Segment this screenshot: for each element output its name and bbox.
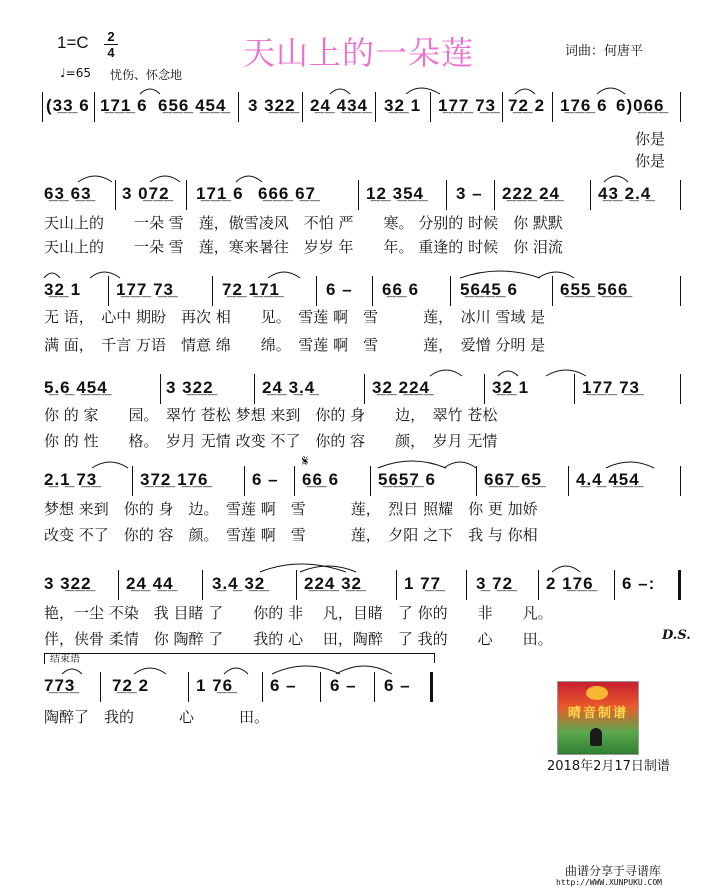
slur-marks	[0, 80, 713, 96]
barline	[476, 466, 477, 496]
measure: 2̲2̲4̲ 3̲2̲	[304, 574, 362, 593]
slur-marks	[0, 264, 713, 280]
lyric-line-2: 改变 不了 你的 容 颜。 雪莲 啊 雪 莲， 夕阳 之下 我 与 你相	[44, 526, 538, 544]
measure: 3 3̲2̲2̲	[44, 574, 92, 593]
repeat-end-barline	[678, 570, 681, 600]
measure: 7̲2̲ 2	[112, 676, 150, 695]
footer-source: 曲谱分享于寻谱库	[565, 864, 662, 878]
time-bottom: 4	[107, 45, 115, 60]
measure: 1̲7̲7̲ 7̲3̲	[582, 378, 640, 397]
tempo-marking: ♩=65	[60, 66, 91, 80]
measure: 7̲2̲ 2	[508, 96, 546, 115]
measure: 7̲2̲ 1̲7̲1̲	[222, 280, 280, 299]
measure: 6 –	[384, 676, 411, 695]
lyric-line-1: 梦想 来到 你的 身 边。 雪莲 啊 雪 莲， 烈日 照耀 你 更 加娇	[44, 500, 538, 518]
time-top: 2	[107, 29, 115, 44]
barline	[375, 92, 376, 122]
measure: 6̲5̲6̲ 4̲5̲4̲	[158, 96, 227, 115]
mood-marking: 忧伤、怀念地	[110, 68, 183, 82]
barline	[188, 672, 189, 702]
barline	[42, 92, 43, 122]
barline	[494, 180, 495, 210]
segno-sign: 𝄋	[302, 452, 309, 470]
barline	[372, 276, 373, 306]
measure: 1̲7̲7̲ 7̲3̲	[438, 96, 496, 115]
measure: (3̲3̲ 6	[46, 96, 90, 115]
barline	[680, 466, 681, 496]
measure: 5̲.6̲ 4̲5̲4̲	[44, 378, 108, 397]
measure: 2̲4̲ 4̲4̲	[126, 574, 174, 593]
lyric-line-2: 伴，侠骨 柔情 你 陶醉 了 我的 心 田，陶醉 了 我的 心 田。	[44, 630, 553, 648]
barline	[466, 570, 467, 600]
barline	[446, 180, 447, 210]
barline	[244, 466, 245, 496]
lyric-line-2: 满 面， 千言 万语 情意 绵 绵。 雪莲 啊 雪 莲， 爱憎 分明 是	[44, 336, 546, 354]
measure: 1 7̲7̲	[404, 574, 442, 593]
lyric-line-2: 你是	[635, 152, 666, 170]
barline	[238, 92, 239, 122]
measure: 6̲6̲6̲ 6̲7̲	[258, 184, 316, 203]
footer-url: http://WWW.XUNPUKU.COM	[556, 878, 662, 887]
measure: 5̲6̲4̲5̲ 6	[460, 280, 518, 299]
measure: 6̲6̲ 6	[302, 470, 340, 489]
barline	[320, 672, 321, 702]
barline	[186, 180, 187, 210]
measure: 6 –	[326, 280, 353, 299]
measure: 1̲7̲7̲ 7̲3̲	[116, 280, 174, 299]
lyric-line-1: 无 语， 心中 期盼 再次 相 见。 雪莲 啊 雪 莲， 冰川 雪域 是	[44, 308, 546, 326]
measure: 6 –	[270, 676, 297, 695]
lyric-line-2: 你 的 性 格。 岁月 无情 改变 不了 你的 容 颜， 岁月 无情	[44, 432, 498, 450]
staff-row	[0, 374, 713, 408]
barline	[118, 570, 119, 600]
barline	[202, 570, 203, 600]
measure: 6 –:	[622, 574, 656, 593]
slur-marks	[0, 660, 713, 676]
barline	[94, 92, 95, 122]
measure: 4̲3̲ 2̲.4̲	[598, 184, 652, 203]
measure: 7̲7̲3̲	[44, 676, 76, 695]
measure: 2̲2̲2̲ 2̲4̲	[502, 184, 560, 203]
measure: 6 –	[252, 470, 279, 489]
dal-segno-mark: D.S.	[662, 628, 691, 643]
barline	[614, 570, 615, 600]
lyric-line-1: 天山上的 一朵 雪 莲，傲雪凌风 不怕 严 寒。 分别的 时候 你 默默	[44, 214, 563, 232]
date-line: 2018年2月17日制谱	[547, 759, 670, 774]
staff-row	[0, 276, 713, 310]
lyric-line-2: 天山上的 一朵 雪 莲，寒来暑往 岁岁 年 年。 重逢的 时候 你 泪流	[44, 238, 563, 256]
barline	[108, 276, 109, 306]
barline	[364, 374, 365, 404]
measure: 4̲.4̲ 4̲5̲4̲	[576, 470, 640, 489]
barline	[450, 276, 451, 306]
staff-row	[0, 466, 713, 500]
barline	[262, 672, 263, 702]
barline	[680, 92, 681, 122]
measure: 3̲.4̲ 3̲2̲	[212, 574, 266, 593]
barline	[590, 180, 591, 210]
slur-marks	[0, 362, 713, 378]
measure: 1̲7̲1̲ 6	[100, 96, 148, 115]
lyric-line-1: 陶醉了 我的 心 田。	[44, 708, 270, 726]
barline	[296, 570, 297, 600]
barline	[430, 92, 431, 122]
lyric-line-1: 艳，一尘 不染 我 目睹 了 你的 非 凡，目睹 了 你的 非 凡。	[44, 604, 553, 622]
measure: 3̲2̲ 1	[492, 378, 530, 397]
staff-row	[0, 92, 713, 126]
measure: 1̲2̲ 3̲5̲4̲	[366, 184, 424, 203]
barline	[538, 570, 539, 600]
slur-marks	[0, 558, 713, 574]
barline	[680, 180, 681, 210]
figure-silhouette	[590, 728, 602, 746]
measure: 6̲6̲7̲ 6̲5̲	[484, 470, 542, 489]
measure: 3 3̲2̲2̲	[166, 378, 214, 397]
measure: 6̲3̲ 6̲3̲	[44, 184, 92, 203]
logo-text: 晴音制谱	[567, 706, 628, 721]
measure: 3̲2̲ 1	[384, 96, 422, 115]
barline	[552, 276, 553, 306]
measure: 3 0̲7̲2̲	[122, 184, 170, 203]
barline	[680, 276, 681, 306]
barline	[568, 466, 569, 496]
key-signature: 1=C	[57, 33, 89, 52]
ending-label: 结束语	[50, 654, 80, 665]
barline	[160, 374, 161, 404]
credit-line: 词曲：何唐平	[565, 44, 644, 59]
barline	[374, 672, 375, 702]
measure: 6 –	[330, 676, 357, 695]
measure: 3 3̲2̲2̲	[248, 96, 296, 115]
barline	[552, 92, 553, 122]
measure: 1̲7̲6̲ 6	[560, 96, 608, 115]
measure: 3̲7̲2̲ 1̲7̲6̲	[140, 470, 209, 489]
sun-shape	[586, 686, 608, 700]
barline	[502, 92, 503, 122]
lyric-line-1: 你是	[635, 130, 666, 148]
measure: 2̲.1̲ 7̲3̲	[44, 470, 98, 489]
barline	[574, 374, 575, 404]
time-signature	[104, 30, 118, 59]
measure: 3̲ 7̲2̲	[476, 574, 514, 593]
measure: 3̲2̲ 2̲2̲4̲	[372, 378, 430, 397]
measure: 1 7̲6̲	[196, 676, 234, 695]
barline	[396, 570, 397, 600]
staff-row	[0, 180, 713, 214]
measure: 5̲6̲5̲7̲ 6	[378, 470, 436, 489]
staff-row	[0, 570, 713, 604]
slur-marks	[0, 454, 713, 470]
measure: 3 –	[456, 184, 483, 203]
barline	[294, 466, 295, 496]
studio-logo	[557, 681, 639, 755]
measure: 1̲7̲1̲ 6	[196, 184, 244, 203]
lyric-line-1: 你 的 家 园。 翠竹 苍松 梦想 来到 你的 身 边， 翠竹 苍松	[44, 406, 498, 424]
barline	[370, 466, 371, 496]
barline	[132, 466, 133, 496]
barline	[212, 276, 213, 306]
song-title: 天山上的一朵莲	[243, 34, 475, 72]
barline	[254, 374, 255, 404]
barline	[358, 180, 359, 210]
barline	[316, 276, 317, 306]
barline	[100, 672, 101, 702]
barline	[115, 180, 116, 210]
barline	[484, 374, 485, 404]
measure: 6)0̲6̲6̲	[616, 96, 665, 115]
measure: 6̲6̲ 6	[382, 280, 420, 299]
measure: 2̲4̲ 4̲3̲4̲	[310, 96, 368, 115]
barline	[302, 92, 303, 122]
measure: 2̲4̲ 3̲.4̲	[262, 378, 316, 397]
slur-marks	[0, 168, 713, 184]
final-barline	[430, 672, 433, 702]
measure: 2 1̲7̲6̲	[546, 574, 594, 593]
measure: 3̲2̲ 1	[44, 280, 82, 299]
measure: 6̲5̲5̲ 5̲6̲6̲	[560, 280, 629, 299]
barline	[680, 374, 681, 404]
